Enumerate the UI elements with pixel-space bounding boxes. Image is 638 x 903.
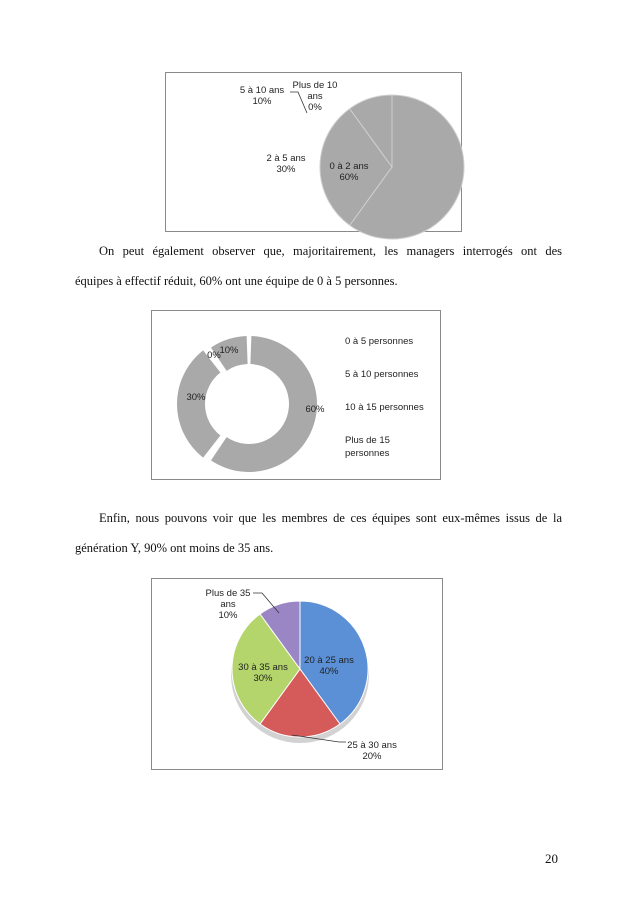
donut-label-1: 30% [186,392,206,403]
paragraph-1-line-2: équipes à effectif réduit, 60% ont une équipe de 0 à 5 personnes. [75,274,398,288]
slice-label-2-line: 30 à 35 ans [238,662,288,673]
paragraph-2-line-1: Enfin, nous pouvons voir que les membres de ces équipes sont eux-mêmes issus de la [99,511,562,525]
slice-label-1-line: 2 à 5 ans [266,153,306,164]
slice-label-2-line: 5 à 10 ans [239,85,285,96]
slice-label-3-line: Plus de 10 [292,80,338,91]
donut-segment-1 [177,350,220,457]
slice-label-1-line: 20% [362,751,382,762]
leader-line-3 [290,92,307,113]
slice-label-3-line: ans [307,91,323,102]
donut-label-3: 0% [207,350,221,361]
donut-label-0: 60% [305,404,325,415]
slice-label-3-line: Plus de 35 [205,588,251,599]
slice-label-1-line: 30% [276,164,296,175]
slice-label-0-line: 0 à 2 ans [329,161,369,172]
paragraph-1 [75,236,562,296]
slice-label-3 [206,588,251,621]
slice-label-2 [240,85,285,107]
slice-label-0-line: 20 à 25 ans [304,655,354,666]
chart-team-size [151,310,441,480]
slice-label-0-line: 60% [339,172,359,183]
donut-label-2: 10% [219,345,239,356]
slice-label-3 [293,80,338,113]
paragraph-1-line-1: On peut également observer que, majoritairement, les managers interrogés ont des [99,244,562,258]
legend-item-3: Plus de 15 [345,435,390,446]
paragraph-2-line-2: génération Y, 90% ont moins de 35 ans. [75,541,274,555]
legend-item-1: 5 à 10 personnes [345,369,419,380]
slice-label-2-line: 10% [252,96,272,107]
slice-label-1-line: 25 à 30 ans [347,740,397,751]
paragraph-2 [75,503,562,563]
legend-item-4: personnes [345,448,390,459]
legend-item-0: 0 à 5 personnes [345,336,414,347]
slice-label-3-line: 10% [218,610,238,621]
chart-seniority-svg [166,73,463,233]
slice-label-1 [347,740,397,762]
page-number: 20 [545,851,558,866]
chart-seniority [165,72,462,232]
slice-label-3-line: ans [220,599,236,610]
chart-team-size-svg [152,311,442,481]
legend-item-2: 10 à 15 personnes [345,402,424,413]
slice-label-3-line: 0% [308,102,322,113]
slice-label-1 [266,153,305,175]
slice-label-0-line: 40% [319,666,339,677]
slice-label-2-line: 30% [253,673,273,684]
chart-team-age [151,578,443,770]
chart-team-age-svg [152,579,444,771]
